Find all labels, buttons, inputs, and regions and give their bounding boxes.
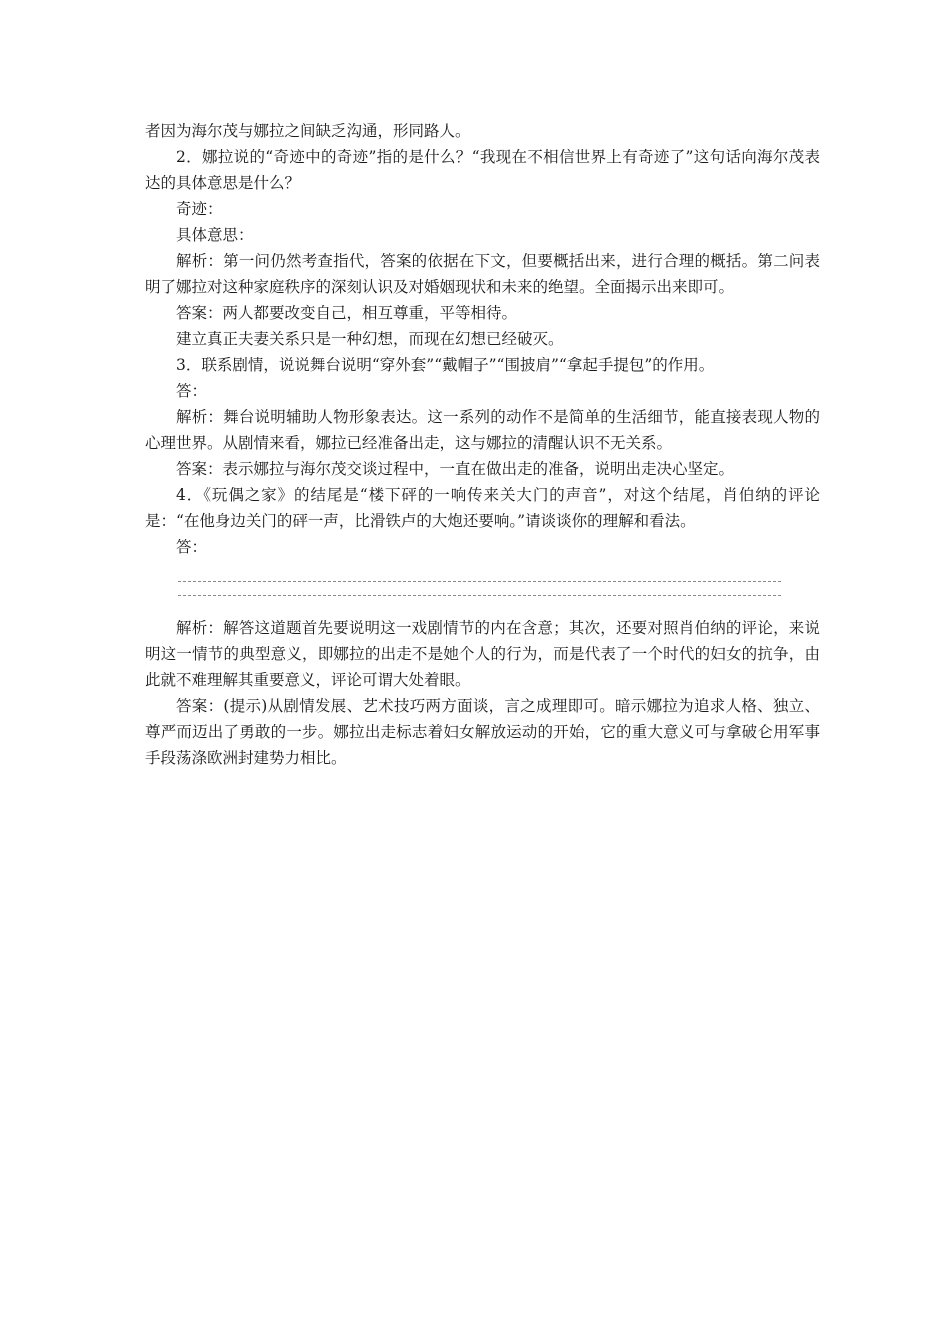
answer-blank-line: [178, 581, 781, 582]
answer-2-part2: 建立真正夫妻关系只是一种幻想，而现在幻想已经破灭。: [176, 330, 564, 348]
question-4: 4．《玩偶之家》的结尾是“楼下砰的一响传来关大门的声音”，对这个结尾，肖伯纳的评论是：“在他身边关门的砰一声，比滑铁卢的大炮还要响。”请谈谈你的理解和看法。: [145, 486, 820, 530]
answer-4: 答案：(提示)从剧情发展、艺术技巧两方面谈，言之成理即可。暗示娜拉为追求人格、独立、尊严而迈出了勇敢的一步。娜拉出走标志着妇女解放运动的开始，它的重大意义可与拿破仑用军事手段荡涤欧洲封建势力相比。: [145, 697, 820, 767]
answer-3: 答案：表示娜拉与海尔茂交谈过程中，一直在做出走的准备，说明出走决心坚定。: [176, 460, 735, 478]
answer-label-3: 答：: [176, 382, 208, 400]
analysis-2: 解析：第一问仍然考查指代，答案的依据在下文，但要概括出来，进行合理的概括。第二问表明了娜拉对这种家庭秩序的深刻认识及对婚姻现状和未来的绝望。全面揭示出来即可。: [145, 252, 820, 296]
question-2: 2．娜拉说的“奇迹中的奇迹”指的是什么？“我现在不相信世界上有奇迹了”这句话向海尔茂表达的具体意思是什么？: [145, 148, 820, 192]
analysis-4: 解析：解答这道题首先要说明这一戏剧情节的内在含意；其次，还要对照肖伯纳的评论，来说明这一情节的典型意义，即娜拉的出走不是她个人的行为，而是代表了一个时代的妇女的抗争，由此就不难理解其重要意义，评论可谓大处着眼。: [145, 619, 820, 689]
question-3: 3．联系剧情，说说舞台说明“穿外套”“戴帽子”“围披肩”“拿起手提包”的作用。: [176, 356, 715, 374]
answer-label-meaning: 具体意思：: [176, 226, 254, 244]
paragraph-continuation: 者因为海尔茂与娜拉之间缺乏沟通，形同路人。: [145, 122, 471, 140]
answer-label-4: 答：: [176, 538, 208, 556]
answer-blank-line: [178, 595, 781, 596]
answer-label-miracle: 奇迹：: [176, 200, 223, 218]
analysis-3: 解析：舞台说明辅助人物形象表达。这一系列的动作不是简单的生活细节，能直接表现人物的心理世界。从剧情来看，娜拉已经准备出走，这与娜拉的清醒认识不无关系。: [145, 408, 820, 452]
answer-2-part1: 答案：两人都要改变自己，相互尊重，平等相待。: [176, 304, 518, 322]
answer-blank-lines: [178, 560, 781, 615]
document-body: [145, 118, 820, 771]
